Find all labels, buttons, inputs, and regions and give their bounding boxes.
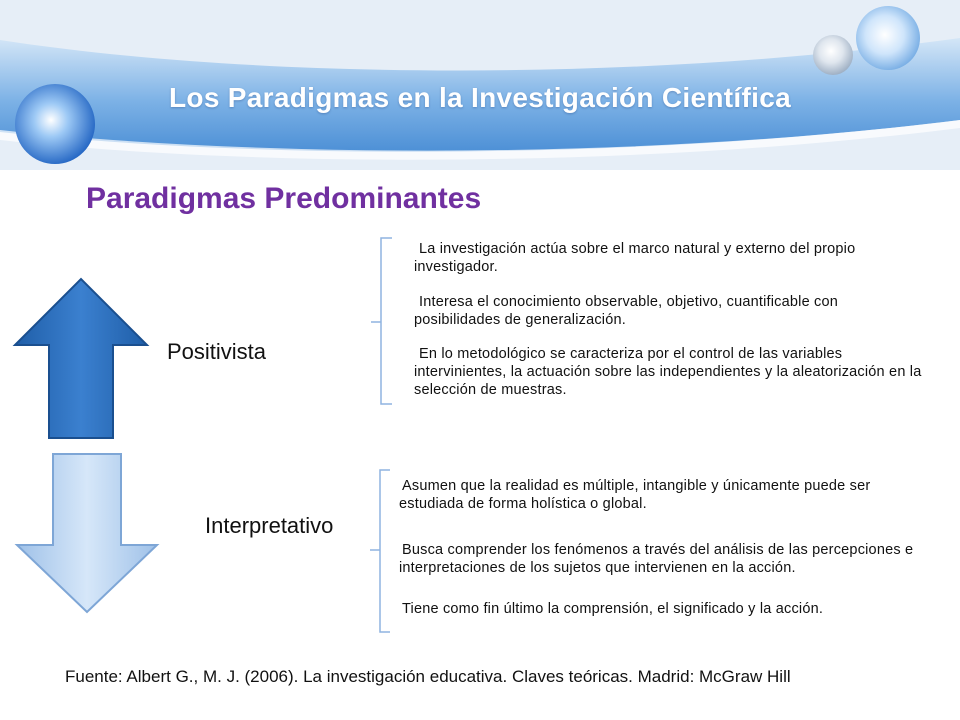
positivista-point: Interesa el conocimiento observable, objetivo, cuantificable con posibilidades de generalización. [414, 294, 839, 328]
interpretativo-point: Asumen que la realidad es múltiple, intangible y únicamente puede ser estudiada de forma holística o global. [399, 478, 871, 512]
positivista-point: En lo metodológico se caracteriza por el control de las variables intervinientes, la actuación sobre las independientes y la aleatorización en la selección de muestras. [414, 346, 922, 398]
brace-positivista [371, 238, 392, 404]
source-citation: Fuente: Albert G., M. J. (2006). La investigación educativa. Claves teóricas. Madrid: McGraw Hill [65, 667, 791, 686]
brace-interpretativo [370, 470, 390, 632]
interpretativo-point: Busca comprender los fenómenos a través del análisis de las percepciones e interpretaciones de los sujetos que intervienen en la acción. [399, 542, 914, 576]
paradigm-label-positivista: Positivista [167, 339, 267, 364]
paradigm-label-interpretativo: Interpretativo [205, 513, 334, 538]
interpretativo-point: Tiene como fin último la comprensión, el significado y la acción. [402, 601, 824, 617]
positivista-point: La investigación actúa sobre el marco natural y externo del propio investigador. [414, 241, 856, 275]
slide-title: Los Paradigmas en la Investigación Científica [169, 82, 791, 113]
section-subtitle: Paradigmas Predominantes [86, 182, 482, 215]
